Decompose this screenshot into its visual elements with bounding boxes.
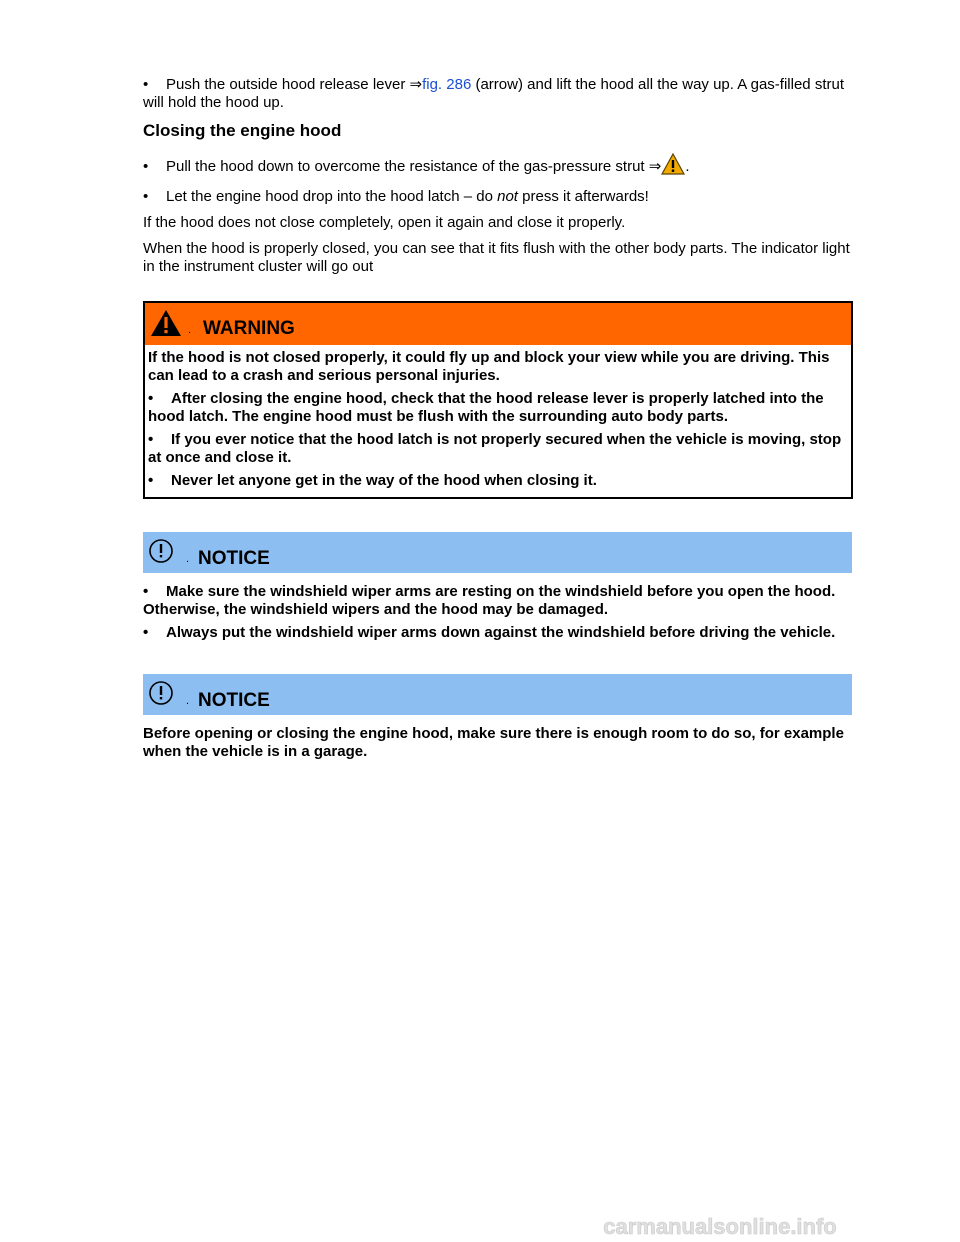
header-dot: . — [186, 695, 190, 707]
header-dot: . — [188, 324, 192, 336]
paragraph: If the hood does not close completely, open it again and close it properly. — [143, 214, 626, 231]
list-item — [143, 153, 853, 180]
section-heading: Closing the engine hood — [143, 121, 342, 140]
list-item — [143, 188, 853, 206]
bullet-glyph: • — [143, 76, 149, 93]
warning-bullet-text: After closing the engine hood, check that the hood release lever is properly latched into the hood latch. The engine hood must be flush with the surrounding auto body parts. — [148, 390, 824, 425]
warning-bullet-text: Never let anyone get in the way of the hood when closing it. — [171, 472, 597, 489]
exclamation-circle-icon — [148, 538, 174, 569]
notice-header — [143, 674, 852, 715]
exclamation-circle-icon — [148, 680, 174, 711]
notice-label: NOTICE — [198, 548, 270, 569]
notice-body — [143, 715, 853, 761]
list-item — [143, 624, 853, 642]
list-item — [143, 76, 853, 112]
closing-bullet1-end: . — [685, 158, 690, 175]
arrow-icon: ⇒ — [648, 158, 662, 175]
warning-lead: If the hood is not closed properly, it could fly up and block your view while you are driving. This can lead to a crash and serious personal injuries. — [148, 349, 830, 384]
warning-bullet-text: If you ever notice that the hood latch is not properly secured when the vehicle is moving, stop at once and close it. — [148, 431, 842, 466]
watermark-text: carmanualsonline.info — [603, 1214, 837, 1239]
closing-bullet2-before: Let the engine hood drop into the hood latch – do — [166, 188, 498, 205]
paragraph: When the hood is properly closed, you can see that it fits flush with the other body parts. The indicator light in the instrument cluster will go out — [143, 240, 850, 275]
list-item — [143, 583, 853, 619]
bullet-glyph: • — [143, 188, 149, 205]
notice-section — [143, 674, 853, 761]
notice-bullet-text: Always put the windshield wiper arms down against the windshield before driving the vehicle. — [166, 624, 836, 641]
notice-body — [143, 573, 853, 642]
notice-text: Before opening or closing the engine hood, make sure there is enough room to do so, for example when the vehicle is in a garage. — [143, 725, 844, 760]
bullet-glyph: • — [143, 583, 149, 600]
warning-label: WARNING — [203, 318, 295, 339]
list-item — [148, 472, 848, 490]
list-item — [148, 390, 848, 426]
bullet-glyph: • — [148, 390, 154, 407]
bullet-glyph: • — [143, 624, 149, 641]
bullet-glyph: • — [148, 431, 154, 448]
warning-header — [145, 303, 851, 345]
figure-link[interactable]: fig. 286 — [422, 76, 472, 93]
manual-page — [143, 76, 853, 769]
bullet-glyph: • — [148, 472, 154, 489]
warning-triangle-icon[interactable] — [661, 153, 685, 180]
notice-section — [143, 532, 853, 642]
warning-body — [145, 345, 851, 497]
watermark-logo — [0, 1212, 960, 1242]
header-dot: . — [186, 553, 190, 565]
warning-box — [143, 301, 853, 499]
bullet-glyph: • — [143, 158, 149, 175]
notice-label: NOTICE — [198, 690, 270, 711]
emphasis-text: not — [497, 188, 518, 205]
intro-text-after: (arrow) and lift the hood all the way up. A gas-filled strut will hold the hood up. — [143, 76, 844, 111]
list-item — [148, 431, 848, 467]
arrow-icon: ⇒ — [409, 76, 423, 93]
warning-triangle-icon — [150, 309, 182, 342]
intro-text-before: Push the outside hood release lever — [166, 76, 410, 93]
closing-bullet1-text: Pull the hood down to overcome the resistance of the gas-pressure strut — [166, 158, 649, 175]
closing-bullet2-after: press it afterwards! — [517, 188, 649, 205]
notice-header — [143, 532, 852, 573]
notice-bullet-text: Make sure the windshield wiper arms are resting on the windshield before you open the hood. Otherwise, the windshield wipers and the hood may be damaged. — [143, 583, 836, 618]
